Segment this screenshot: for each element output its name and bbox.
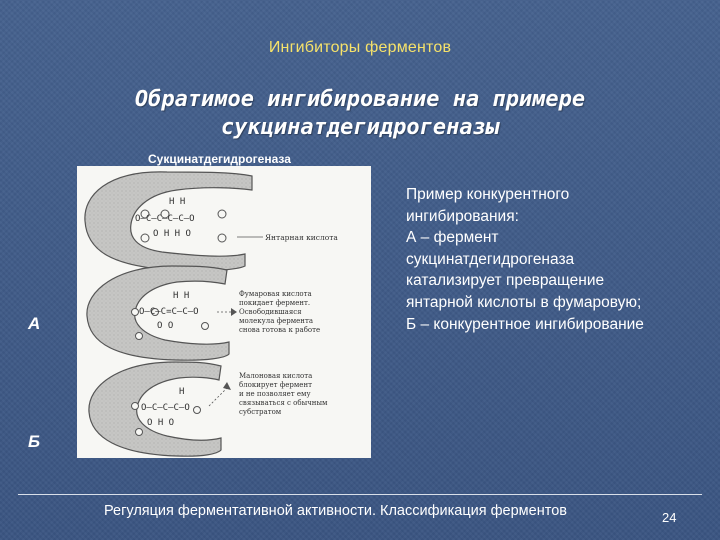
panel1-formula-mid: O–C–C–C–C–O (135, 214, 195, 224)
panel3-note-2: блокирует фермент (239, 381, 312, 389)
panel2-note-1: Фумаровая кислота (239, 290, 312, 298)
panel3-formula-mid: O–C–C–C–O (141, 403, 190, 413)
slide-title (60, 86, 660, 142)
footer-text: Регуляция ферментативной активности. Классификация ферментов (104, 503, 567, 519)
slide-header: Ингибиторы ферментов (268, 39, 452, 56)
label-a: А (28, 314, 41, 333)
panel2-formula-bottom: O O (157, 321, 174, 331)
description-text (406, 184, 706, 335)
panel2-note-3: Освободившаяся (239, 308, 302, 316)
panel2-note-2: покидает фермент. (239, 299, 311, 307)
page-number: 24 (662, 510, 677, 525)
description-line: ингибирования: (406, 207, 519, 225)
description-line: А – фермент (406, 229, 499, 247)
panel1-formula-bottom: O H H O (153, 229, 191, 239)
panel2-formula-mid: O–C–C=C–C–O (139, 307, 199, 317)
panel2-formula-top: H H (173, 291, 190, 301)
panel3-formula-top: H (179, 387, 185, 397)
panel3-note-3: и не позволяет ему (239, 390, 311, 398)
slide-title-line-2: сукцинатдегидрогеназы (220, 115, 500, 140)
panel3-note-5: субстратом (239, 408, 282, 416)
description-line: Б – конкурентное ингибирование (406, 315, 644, 333)
panel3-formula-bottom: O H O (147, 418, 175, 428)
label-b: Б (28, 432, 41, 451)
panel1-formula-top: H H (169, 197, 186, 207)
panel1-note: Янтарная кислота (265, 233, 338, 242)
panel2-note-4: молекула фермента (239, 317, 313, 325)
panel2-note-5: снова готова к работе (239, 326, 321, 334)
footer-divider (18, 494, 702, 495)
enzyme-diagram (77, 166, 371, 458)
enzyme-figure (77, 166, 371, 458)
figure-caption: Сукцинатдегидрогеназа (148, 152, 291, 166)
slide-title-line-1: Обратимое ингибирование на примере (134, 87, 586, 112)
description-line: янтарной кислоты в фумаровую; (406, 293, 642, 311)
description-line: Пример конкурентного (406, 186, 570, 203)
panel3-note-4: связываться с обычным (239, 399, 328, 407)
panel3-note-1: Малоновая кислота (239, 372, 313, 380)
description-line: сукцинатдегидрогеназа (406, 250, 575, 268)
description-line: катализирует превращение (406, 272, 605, 290)
